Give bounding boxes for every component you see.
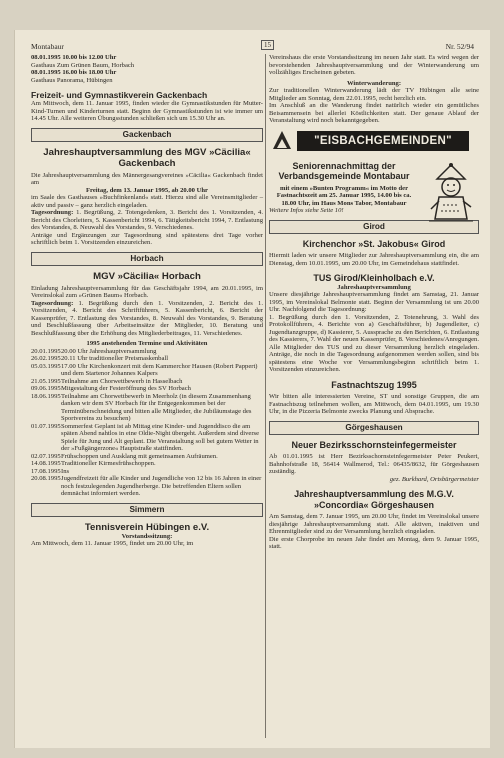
event-text: Ins (61, 467, 70, 475)
event-date: 05.03.1995 (31, 362, 61, 370)
carnival-heading: Seniorennachmittag der Verbandsgemeinde Montabaur (278, 160, 410, 181)
carnival-parade-heading: Fastnachtszug 1995 (331, 379, 417, 390)
church-choir-text: Hiermit laden wir unsere Mitglieder zur Jahreshauptversammlung ein, die am Dienstag, dem 10.01.1995, um 20.00 Uhr, im Gemeindehaus stattfindet. (269, 252, 479, 267)
church-choir-heading: Kirchenchor »St. Jakobus« Girod (302, 238, 446, 249)
eisbachgemeinden-logo (269, 127, 479, 161)
event-date: 09.06.1995 (31, 385, 61, 392)
concordia-heading: Jahreshauptversammlung des M.G.V. »Concordia« Görgeshausen (294, 489, 454, 510)
event-date: 14.08.1995 (31, 460, 61, 467)
section-band-horbach: Horbach (31, 252, 263, 266)
carnival-text: mit einem »Bunten Programm« im Motto der Fastnachtszeit am 25. Januar 1995, 14.00 bis ca. 18.00 Uhr, im Haus Mons Tabor, Montabaur (276, 184, 412, 207)
mgv-gackenbach-text: im Saale des Gasthauses »Buchfinkenland« statt. Hierzu sind alle Vereinsmitglieder – aktiv und passiv – ganz herzlich eingeladen. (31, 194, 263, 209)
event-row (31, 363, 263, 378)
tus-subheading: Jahreshauptversammlung (337, 283, 411, 291)
mgv-horbach-intro: Einladung Jahreshauptversammlung für das Geschäftsjahr 1994, am 20.01.1995, im Vereinslokal zum »Grünen Baum« Horbach. (31, 284, 263, 299)
event-row (31, 378, 263, 386)
event-date: 01.07.1995 (31, 422, 61, 430)
event-date: 26.02.1995 (31, 355, 61, 362)
issue-number: Nr. 52/94 (445, 42, 474, 51)
event-text: Frühschoppen und Ausklang mit gemeinsamen Aufräumen. (61, 452, 218, 460)
top-line-1: 08.01.1995 10.00 bis 12.00 Uhr (31, 54, 117, 61)
chimney-sweep-heading: Neuer Bezirksschornsteinfegermeister (291, 439, 457, 450)
tus-text: Unsere diesjährige Jahreshauptversammlung findet am Samstag, 21. Januar 1995, im Vereinslokal Belmonte statt. Beginn der Versammlung ist um 20.00 Uhr. Nachfolgend die Tagesordnung: (269, 291, 479, 313)
tus-heading: TUS Girod/Kleinholbach e.V. (313, 273, 435, 283)
event-row (31, 355, 263, 363)
event-row (31, 393, 263, 423)
event-row (31, 460, 263, 468)
header-town: Montabaur (31, 42, 64, 51)
left-column (31, 54, 263, 548)
column-divider (265, 54, 266, 738)
triangle-icon-inner (277, 139, 287, 148)
tus-agenda: 1. Begrüßung durch den 1. Vorsitzenden, 2. Totenehrung, 3. Wahl des Protokollführers, 4. Berichte von a) Geschäftsführer, b) Jugendleiter, c) Jugendtanzgruppe, d) Kassierer, 5. Aussprache zu den Berichten, 6. Entlastung des Kassierers, 7. Wahl der neuen Kassenprüfer, 8. Verschiedenes/Anregungen. Alle Mitglieder des TUS und zu dieser Versammlung herzlich eingeladen. Anträge, die noch in die Tagesordnung aufgenommen werden sollen, sind bis spätestens eine Woche vor Versammlungsbeginn schriftlich beim 1. Vorsitzenden einzureichen. (269, 313, 479, 373)
event-text: Mitgestaltung der Festeröffnung des SV Horbach (61, 385, 191, 392)
event-text: Teilnahme am Chorwettbewerb in Meerholz (in diesem Zusammenhang danken wir dem SV Horbach für ihr Entgegenkommen bei der Terminüberschneidung und bitten alle Mitglieder, die Jubiläumstage des Sportvereins zu besuchen) (61, 392, 252, 422)
page-header (31, 40, 474, 54)
event-row (31, 348, 263, 356)
event-row (31, 475, 263, 498)
mgv-gackenbach-heading: Jahreshauptversammlung des MGV »Cäcilia« Gackenbach (43, 146, 251, 169)
winter-walk-text-2: Im Anschluß an die Wanderung findet natürlich wieder ein gemütliches Beisammensein bei allerlei Köstlichkeiten statt. Der genaue Ablauf der Veranstaltung wird noch bekanntgegeben. (269, 102, 479, 124)
events-table (31, 348, 263, 498)
event-row (31, 423, 263, 453)
winter-walk-heading: Winterwanderung: (346, 79, 402, 87)
event-date: 02.07.1995 (31, 452, 61, 460)
event-row (31, 468, 263, 476)
gym-text: Am Mittwoch, dem 11. Januar 1995, finden wieder die Gymnastikstunden für Mutter-Kind-Turnen und Kinderturnen statt. Beginn der Gymnastikstunden ist wie immer um 14.45 Uhr. Alle weiteren Übungsstunden schließen sich um 15.30 Uhr an. (31, 100, 263, 122)
section-band-simmern: Simmern (31, 503, 263, 517)
event-text: 17.00 Uhr Kirchenkonzert mit dem Kammerchor Hausen (Robert Pappert) und dem Startenor Johannes Kalpers (61, 362, 258, 377)
mgv-horbach-agenda (31, 300, 263, 338)
mgv-gackenbach-intro: Die Jahreshauptversammlung des Männergesangvereines »Cäcilia« Gackenbach findet am (31, 171, 263, 186)
event-text: Sommerfest Geplant ist ab Mittag eine Kinder- und Jugenddisco die am späten Abend nahtlos in eine Oldie-Night übergeht. Außerdem sind diverse Spiele für Jung und Alt geplant. Die Veranstaltung soll bei gutem Wetter in der »Fußgängerzone« Hauptstraße stattfinden. (61, 422, 260, 452)
agenda-label: Tagesordnung: (31, 209, 74, 216)
section-band-goergeshausen: Görgeshausen (269, 421, 479, 435)
logo-banner: "EISBACHGEMEINDEN" (297, 131, 469, 151)
mgv-horbach-heading: MGV »Cäcilia« Horbach (93, 270, 201, 282)
concordia-text-2: Die erste Chorprobe im neuen Jahr findet am Montag, dem 9. Januar 1995, statt. (269, 535, 479, 550)
event-row (31, 385, 263, 393)
event-row (31, 453, 263, 461)
tennis-continued-text: Vereinshaus die erste Vorstandssitzung im neuen Jahr statt. Es wird wegen der bevorstehenden Jahreshauptversammlung und der Winterwanderung um vollzähliges Erscheinen gebeten. (269, 54, 479, 76)
event-date: 20.08.1995 (31, 475, 61, 482)
event-date: 17.08.1995 (31, 467, 61, 475)
senior-carnival-notice (269, 161, 479, 215)
chimney-sweep-text: Ab 01.01.1995 ist Herr Bezirksschornsteinfegermeister Peter Peukert, Bahnhofstraße 18, 56414 Wallmerod, Tel.: 06435/8632, für Görgeshausen zuständig. (269, 453, 479, 475)
agenda-text: 1. Begrüßung, 2. Totengedenken, 3. Bericht des 1. Vorsitzenden, 4. Bericht des Chorleiters, 5. Kassenbericht 1994, 6. Tätigkeitsbericht 1994, 7. Entlastung des Vorstandes, 8. Neuwahl des Vorstandes, 9. Verschiedenes. (31, 209, 263, 231)
event-text: 20.00 Uhr Jahreshauptversammlung (61, 347, 157, 355)
concordia-text: Am Samstag, dem 7. Januar 1995, um 20.00 Uhr, findet im Vereinslokal unsere diesjährige Jahreshauptversammlung statt. Alle aktiven, inaktiven und Ehrenmitglieder sind zu der Versammlung herzlich eingeladen. (269, 513, 479, 535)
mgv-gackenbach-date: Freitag, dem 13. Januar 1995, ab 20.00 Uhr (86, 186, 208, 194)
top-line-2: Gasthaus Zum Grünen Baum, Horbach (31, 61, 135, 69)
event-date: 20.01.1995 (31, 347, 61, 355)
page-number: 15 (261, 40, 274, 50)
chimney-sweep-signature: gez. Burkhard, Ortsbürgermeister (389, 475, 479, 483)
tennis-text: Am Mittwoch, dem 11. Januar 1995, findet um 20.00 Uhr, im (31, 540, 194, 547)
section-band-gackenbach: Gackenbach (31, 128, 263, 142)
event-text: Jugendfreizeit für alle Kinder und Jugendliche von 12 bis 16 Jahren in einer noch festzulegenden Jugendherberge. Die betreffenden Eltern sollen demnächst informiert werden. (61, 475, 262, 497)
event-text: Traditioneller Kirmesfrühschoppen. (61, 460, 156, 467)
mgv-gackenbach-note: Anträge und Ergänzungen zur Tagesordnung sind spätestens drei Tage vorher schriftlich beim 1. Vorsitzenden einzureichen. (31, 231, 263, 246)
tennis-heading: Tennisverein Hübingen e.V. (84, 521, 210, 533)
carnival-parade-text: Wir bitten alle interessierten Vereine, ST und sonstige Gruppen, die am Fastnachtszug teilnehmen wollen, am Mittwoch, dem 04.01.1995, um 19.30 Uhr, in die Pizzeria Belmonte zwecks Planung und Absprache. (269, 393, 479, 415)
tennis-subheading: Vorstandssitzung: (121, 532, 173, 540)
agenda-text: 1. Begrüßung durch den 1. Vorsitzenden, 2. Bericht des 1. Vorsitzenden, 4. Bericht des Schriftführers, 5. Kassenbericht, 6. Bericht der Kassenprüfer, 7. Entlastung des Vorstandes, 8. Neuwahl des Vorstandes, 9. Beratung und Beschlußfassung über Arbeitseinsätze der Mitglieder, 10. Beratung und Beschlußfassung über die Erhöhung des Mitgliederbeitrages, 11. Verschiedenes. (31, 299, 263, 337)
event-date: 21.05.1995 (31, 377, 61, 385)
events-heading: 1995 anstehenden Termine und Aktivitäten (86, 340, 208, 347)
event-text: Teilnahme am Chorwettbewerb in Hasselbach (61, 377, 183, 385)
event-date: 18.06.1995 (31, 392, 61, 400)
winter-walk-text-1: Zur traditionellen Winterwanderung lädt der TV Hübingen alle seine Mitglieder am Sonntag, dem 22.01.1995, recht herzlich ein. (269, 87, 479, 102)
right-column (269, 54, 479, 551)
gym-heading: Freizeit- und Gymnastikverein Gackenbach (31, 90, 208, 100)
top-line-3: 08.01.1995 16.00 bis 18.00 Uhr (31, 69, 117, 76)
jester-illustration-icon (423, 161, 479, 225)
top-line-4: Gasthaus Panorama, Hübingen (31, 76, 113, 84)
section-band-girod: Girod (269, 220, 479, 234)
agenda-label: Tagesordnung: (31, 299, 74, 307)
newspaper-page (14, 30, 490, 748)
mgv-gackenbach-agenda (31, 209, 263, 232)
event-text: 20.11 Uhr traditioneller Preismaskenball (61, 355, 169, 362)
carnival-note: Weitere Infos siehe Seite 10! (269, 207, 344, 214)
